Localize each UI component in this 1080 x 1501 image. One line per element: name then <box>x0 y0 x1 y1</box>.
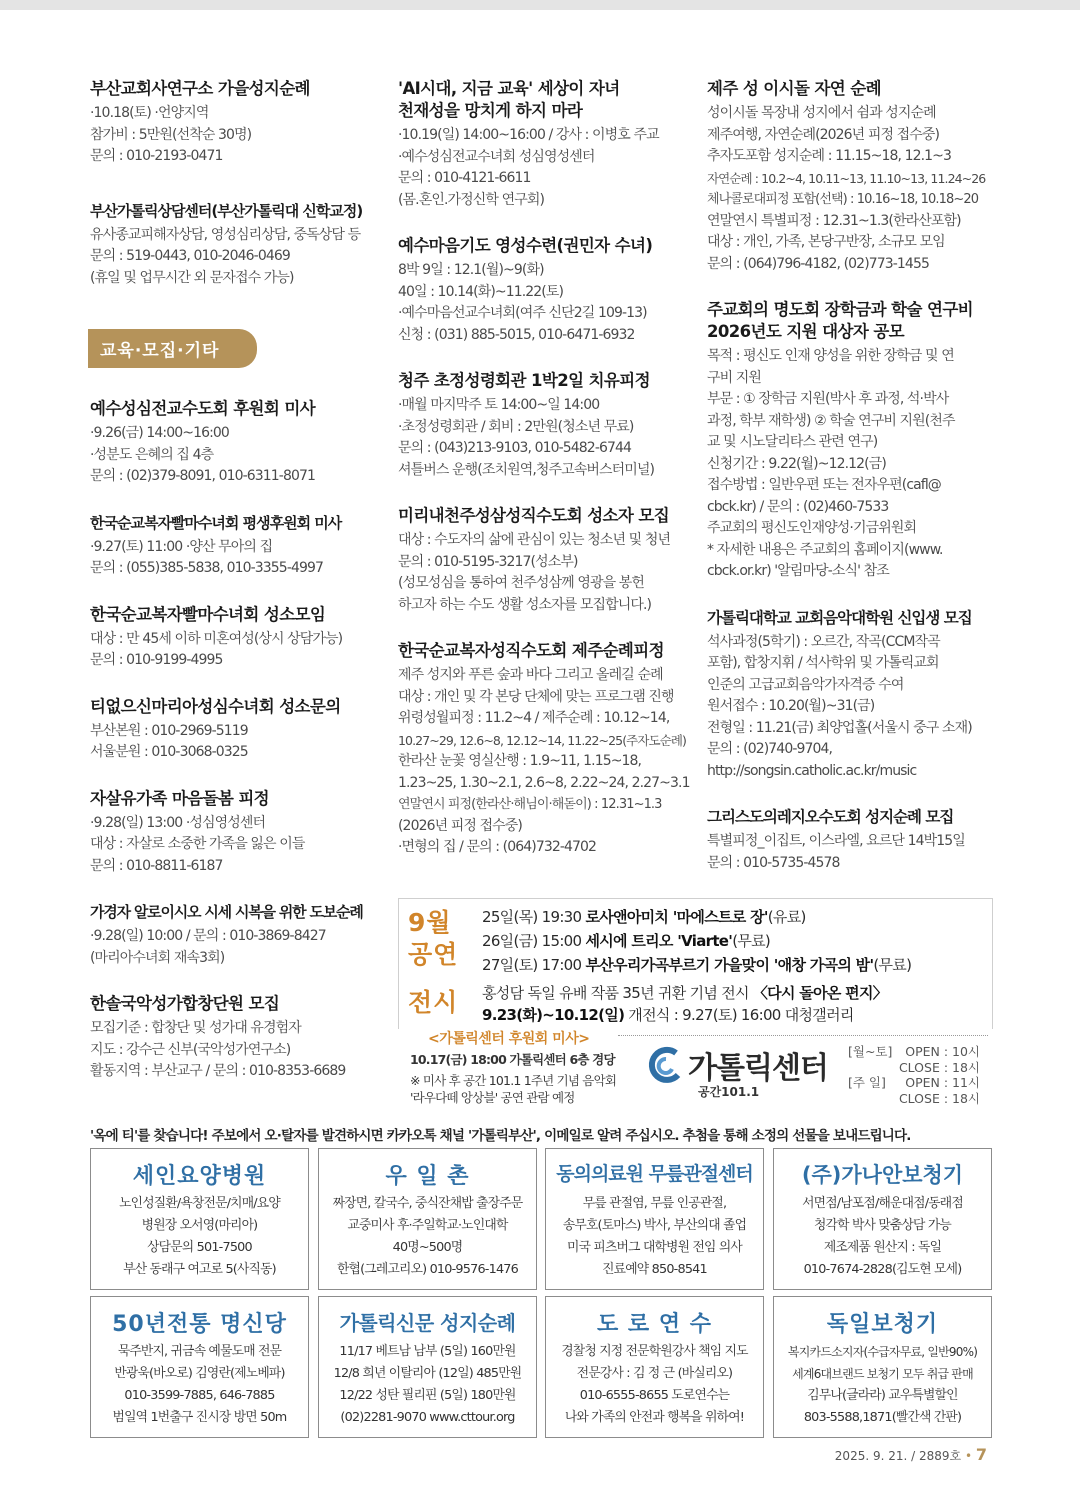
notice-line: 문의 : (043)213-9103, 010-5482-6744 <box>398 440 631 456</box>
notice-item <box>398 640 688 859</box>
notice-line: 구비 지원 <box>707 369 762 386</box>
page-footer <box>835 1445 987 1464</box>
notice-line: (휴일 및 업무시간 외 문자접수 가능) <box>90 269 294 286</box>
exhibition-period: 9.23(화)~10.12(일) <box>482 1006 625 1024</box>
notice-line: 모집기준 : 합창단 및 성가대 유경험자 <box>90 1020 301 1036</box>
notice-line: ·면형의 집 / 문의 : (064)732-4702 <box>398 839 597 855</box>
event-exh-label: 전시 <box>408 988 459 1017</box>
performance-item <box>482 954 911 976</box>
notice-item <box>90 901 380 969</box>
notice-line: * 자세한 내용은 주교회의 홈페이지(www. <box>707 541 943 558</box>
event-box <box>398 898 993 1108</box>
notice-line: 연말연시 피정(한라산·해님이·해돋이) : 12.31~1.3 <box>398 797 662 812</box>
mass-line: ※ 미사 후 공간 101.1 1주년 기념 음악회 <box>410 1073 617 1088</box>
notice-line: 문의 : (055)385-5838, 010-3355-4997 <box>90 560 323 576</box>
performance-fee: (무료) <box>873 956 912 974</box>
notice-line: 문의 : 010-8811-6187 <box>90 857 223 874</box>
hours-close: CLOSE : 18시 <box>898 1059 980 1075</box>
hours-open: OPEN : 11시 <box>905 1075 980 1090</box>
hours-close: CLOSE : 18시 <box>898 1090 980 1106</box>
notice-line: 서울분원 : 010-3068-0325 <box>90 744 248 760</box>
ad-line: 40명~500명 <box>392 1240 463 1255</box>
notice-line: 40일 : 10.14(화)~11.22(토) <box>398 283 564 300</box>
performance-title: 부산우리가곡부르기 가을맞이 '애창 가곡의 밤' <box>585 956 874 974</box>
notice-title: 한국순교복자빨마수녀회 평생후원회 미사 <box>90 513 342 532</box>
notice-line: 과정, 학부 재학생) ② 학술 연구비 지원(천주 <box>707 412 955 429</box>
notice-line: ·예수성심전교수녀회 성심영성센터 <box>398 148 595 165</box>
notice-line: 문의 : 010-5195-3217(성소부) <box>398 553 578 570</box>
notice-item <box>398 235 688 346</box>
notice-line: cbck.kr) / 문의 : (02)460-7533 <box>707 498 889 515</box>
notice-line: 추자도포함 성지순례 : 11.15~18, 12.1~3 <box>707 148 952 164</box>
notice-line: 지도 : 강수근 신부(국악성가연구소) <box>90 1041 291 1058</box>
notice-line: ·9.26(금) 14:00~16:00 <box>90 425 229 441</box>
notice-line: 한라산 눈꽃 영실산행 : 1.9~11, 1.15~18, <box>398 753 642 769</box>
notice-item <box>90 512 380 580</box>
notice-title: 미리내천주성삼성직수도회 성소자 모집 <box>398 506 670 525</box>
ad-line: 부산 동래구 여고로 5(사직동) <box>123 1262 276 1277</box>
notice-line: 문의 : 010-2193-0471 <box>90 148 223 164</box>
notice-line: 교 및 시노달리타스 관련 연구) <box>707 434 878 450</box>
ad-line: 803-5588,1871(빨간색 간판) <box>803 1410 962 1425</box>
exhibition-desc: 홍성담 독일 유배 작품 35년 귀환 기념 전시 <box>482 984 753 1002</box>
notice-line: 대상 : 수도자의 삶에 관심이 있는 청소년 및 청년 <box>398 532 671 548</box>
ad-line: 반광욱(바오로) 김영란(제노베파) <box>114 1366 285 1381</box>
ad-line: 묵주반지, 귀금속 예물도매 전문 <box>117 1344 282 1359</box>
ad-line: 상담문의 501-7500 <box>147 1240 252 1255</box>
ad-line: 송무호(토마스) 박사, 부산의대 졸업 <box>562 1218 747 1233</box>
hours-day: [월~토] <box>848 1044 893 1059</box>
notice-line: 인준의 고급교회음악가자격증 수여 <box>707 676 904 693</box>
notice-line: 셔틀버스 운행(조치원역,청주고속버스터미널) <box>398 461 655 478</box>
event-month-label: 9월 <box>408 908 452 937</box>
notice-line: 체나콜로대피정 포함(선택) : 10.16~18, 10.18~20 <box>707 192 979 207</box>
notice-title: 예수마음기도 영성수련(권민자 수녀) <box>398 236 653 255</box>
ad-title: 우 일 촌 <box>385 1164 470 1189</box>
column-1 <box>90 78 380 1107</box>
ad-line: 세계6대브랜드 보청기 모두 취급 판매 <box>792 1367 973 1381</box>
mass-line: '라우다떼 앙상블' 공연 관람 예정 <box>410 1090 575 1105</box>
mass-line: 10.17(금) 18:00 가톨릭센터 6층 경당 <box>410 1052 615 1067</box>
issue-date: 2025. 9. 21. / 2889호 <box>834 1449 962 1463</box>
performance-fee: (무료) <box>732 932 771 950</box>
notice-line: cbck.or.kr) '알림마당-소식' 참조 <box>707 563 889 579</box>
notice-line: ·예수마음선교수녀회(여주 신단2길 109-13) <box>398 305 647 321</box>
logo-text: 가톨릭센터 <box>688 1051 828 1086</box>
notice-item <box>707 299 997 583</box>
notice-line: 대상 : 개인 및 각 본당 단체에 맞는 프로그램 진행 <box>398 688 674 705</box>
notice-item <box>90 993 380 1083</box>
notice-line: 제주 성지와 푸른 숲과 바다 그리고 올레길 순례 <box>398 667 663 683</box>
notice-title: 가경자 알로이시오 시세 시복을 위한 도보순례 <box>90 903 363 921</box>
ad-line: 병원장 오서영(마리아) <box>141 1218 258 1233</box>
notice-line: 참가비 : 5만원(선착순 30명) <box>90 126 252 143</box>
notice-line: 10.27~29, 12.6~8, 12.12~14, 11.22~25(주자도순례) <box>398 732 687 748</box>
notice-line: ·10.18(토) ·언양지역 <box>90 105 209 121</box>
notice-item <box>90 696 380 764</box>
ad-line: 범일역 1번출구 진시장 방면 50m <box>112 1410 287 1425</box>
exhibition-line <box>482 1004 854 1026</box>
ad-title: 도 로 연 수 <box>597 1312 712 1337</box>
performance-title: 세시에 트리오 'Viarte' <box>585 932 733 950</box>
notice-line: 주교회의 평신도인재양성·기금위원회 <box>707 520 917 536</box>
divider <box>618 1035 988 1036</box>
logo-sub: 공간101.1 <box>698 1085 760 1099</box>
ad-line: 11/17 베트남 남부 (5일) 160만원 <box>339 1344 516 1359</box>
notice-line: 문의 : (064)796-4182, (02)773-1455 <box>707 255 929 272</box>
notice-line: ·초정성령회관 / 회비 : 2만원(청소년 무료) <box>398 418 634 435</box>
performance-date: 26일(금) 15:00 <box>482 932 582 950</box>
notice-title: 예수성심전교수도회 후원회 미사 <box>90 399 316 418</box>
ad-line: 미국 피츠버그 대학병원 전임 의사 <box>567 1240 742 1255</box>
logo-mark-icon <box>646 1045 686 1085</box>
notice-line: 유사종교피해자상담, 영성심리상담, 중독상담 등 <box>90 226 361 243</box>
notice-title: 주교회의 명도회 장학금과 학술 연구비 2026년도 지원 대상자 공모 <box>707 300 974 341</box>
exhibition-line <box>482 982 887 1004</box>
notice-line: 전형일 : 11.21(금) 최양업홀(서울시 중구 소재) <box>707 719 972 736</box>
notice-item <box>398 505 688 616</box>
notice-item <box>90 604 380 672</box>
notice-line: 1.23~25, 1.30~2.1, 2.6~8, 2.22~24, 2.27~3.1 <box>398 774 690 791</box>
ad-line: 노인성질환/욕창전문/치매/요양 <box>119 1196 280 1211</box>
notice-line: http://songsin.catholic.ac.kr/music <box>707 762 917 779</box>
notice-line: 목적 : 평신도 인재 양성을 위한 장학금 및 연 <box>707 348 954 364</box>
notice-item <box>90 78 380 168</box>
ad-title: (주)가나안보청기 <box>801 1163 964 1187</box>
ad-line: 진료예약 850-8541 <box>602 1262 707 1277</box>
page-number: 7 <box>975 1445 987 1464</box>
notice-line: ·성분도 은혜의 집 4층 <box>90 446 214 463</box>
exhibition-title: 〈다시 돌아온 편지〉 <box>752 984 888 1002</box>
notice-line: (몸.혼인.가정신학 연구회) <box>398 191 545 208</box>
notice-line: 대상 : 만 45세 이하 미혼여성(상시 상담가능) <box>90 630 343 647</box>
notice-title: 한국순교복자성직수도회 제주순례피정 <box>398 641 664 660</box>
opening-hours <box>848 1044 980 1106</box>
ad-line: 무릎 관절염, 무릎 인공관절, <box>582 1196 727 1211</box>
performance-item <box>482 906 806 928</box>
typo-hunt-notice: '옥에 티'를 찾습니다! 주보에서 오·탈자를 발견하시면 카카오톡 채널 '가톨릭부산', 이메일로 알려 주십시오. 추첨을 통해 소정의 선물을 보내드립니다. <box>90 1128 911 1144</box>
ad-title: 독일보청기 <box>826 1312 939 1337</box>
column-2 <box>398 78 688 883</box>
notice-item <box>398 370 688 481</box>
notice-item <box>707 607 997 783</box>
ad-line: 한협(그레고리오) 010-9576-1476 <box>337 1262 518 1277</box>
top-bar <box>0 0 1080 10</box>
column-3 <box>707 78 997 898</box>
notice-item <box>707 806 997 874</box>
notice-line: 신청기간 : 9.22(월)~12.12(금) <box>707 455 886 472</box>
notice-line: (성모성심을 통하여 천주성삼께 영광을 봉헌 <box>398 575 644 591</box>
ad-line: 12/8 희년 이탈리아 (12일) 485만원 <box>333 1366 522 1381</box>
footer-dot: • <box>964 1449 973 1463</box>
notice-line: 문의 : 010-5735-4578 <box>707 854 840 871</box>
notice-item <box>398 78 688 211</box>
notice-line: 원서접수 : 10.20(월)~31(금) <box>707 698 875 714</box>
notice-line: (마리아수녀회 재속3회) <box>90 949 225 966</box>
notice-line: 접수방법 : 일반우편 또는 전자우편(cafl@ <box>707 477 941 493</box>
ad-line: 010-3599-7885, 646-7885 <box>124 1388 275 1403</box>
hours-row <box>848 1091 980 1107</box>
notice-line: 대상 : 자살로 소중한 가족을 잃은 이들 <box>90 836 305 852</box>
notice-line: 특별피정_이집트, 이스라엘, 요르단 14박15일 <box>707 833 965 849</box>
ad-box[interactable] <box>318 1148 537 1290</box>
notice-line: 성이시돌 목장내 성지에서 쉼과 성지순례 <box>707 105 936 121</box>
notice-line: ·9.27(토) 11:00 ·양산 무아의 집 <box>90 538 273 555</box>
catholic-center-logo <box>646 1043 846 1103</box>
notice-line: 부문 : ① 장학금 지원(박사 후 과정, 석·박사 <box>707 391 949 407</box>
notice-line: ·9.28(일) 10:00 / 문의 : 010-3869-8427 <box>90 928 326 944</box>
hours-row <box>848 1044 980 1060</box>
hours-row <box>848 1060 980 1076</box>
performance-date: 25일(목) 19:30 <box>482 908 582 926</box>
ad-title: 가톨릭신문 성지순례 <box>339 1311 516 1335</box>
notice-title: 'AI시대, 지금 교육' 세상이 자녀 천재성을 망치게 하지 마라 <box>398 79 620 120</box>
notice-title: 제주 성 이시돌 자연 순례 <box>707 79 881 98</box>
notice-item <box>90 200 380 290</box>
performance-item <box>482 930 770 952</box>
ad-line: 12/22 성탄 필리핀 (5일) 180만원 <box>339 1388 516 1403</box>
ad-line: 청각학 박사 맞춤상담 가능 <box>814 1218 951 1233</box>
ad-box[interactable] <box>773 1296 992 1438</box>
ad-box[interactable] <box>318 1296 537 1438</box>
notice-line: ·매월 마지막주 토 14:00~일 14:00 <box>398 397 600 413</box>
notice-line: 포함), 합창지휘 / 석사학위 및 가톨릭교회 <box>707 655 939 671</box>
ad-title: 세인요양병원 <box>132 1164 267 1189</box>
notice-title: 부산교회사연구소 가을성지순례 <box>90 79 310 98</box>
notice-item <box>90 398 380 488</box>
notice-line: (2026년 피정 접수중) <box>398 817 522 834</box>
notice-line: 문의 : (02)379-8091, 010-6311-8071 <box>90 468 315 484</box>
ad-box[interactable] <box>545 1296 764 1438</box>
notice-title: 그리스도의레지오수도회 성지순례 모집 <box>707 808 954 826</box>
ad-box[interactable] <box>90 1148 309 1290</box>
ad-title: 동의의료원 무릎관절센터 <box>556 1163 753 1185</box>
notice-line: 문의 : 010-4121-6611 <box>398 170 531 186</box>
hours-day: [주 일] <box>848 1075 886 1090</box>
notice-title: 청주 초정성령회관 1박2일 치유피정 <box>398 371 650 390</box>
ad-line: 010-7674-2828(김도현 모세) <box>803 1262 962 1277</box>
ad-line: 서면점/남포점/해운대점/동래점 <box>802 1196 963 1211</box>
exhibition-opening: 개전식 : 9.27(토) 16:00 대청갤러리 <box>624 1006 854 1024</box>
ad-line: 제조제품 원산지 : 독일 <box>823 1240 942 1255</box>
notice-title: 한솔국악성가합창단원 모집 <box>90 994 280 1013</box>
performance-fee: (유료) <box>767 908 806 926</box>
notice-line: ·10.19(일) 14:00~16:00 / 강사 : 이병호 주교 <box>398 127 659 143</box>
section-tab: 교육·모집·기타 <box>88 329 257 368</box>
notice-line: 연말연시 특별피정 : 12.31~1.3(한라산포함) <box>707 212 961 229</box>
ad-line: 교중미사 후·주일학교·노인대학 <box>347 1218 508 1233</box>
notice-title: 부산가톨릭상담센터(부산가톨릭대 신학교정) <box>90 201 363 220</box>
notice-line: ·9.28(일) 13:00 ·성심영성센터 <box>90 814 266 831</box>
notice-title: 티없으신마리아성심수녀회 성소문의 <box>90 696 341 716</box>
notice-line: 하고자 하는 수도 생활 성소자를 모집합니다.) <box>398 596 652 613</box>
event-perf-label: 공연 <box>408 940 459 969</box>
ad-line: 복지카드소지자(수급자무료, 일반90%) <box>787 1345 978 1359</box>
notice-line: 문의 : 519-0443, 010-2046-0469 <box>90 248 290 264</box>
notice-item <box>707 78 997 275</box>
notice-title: 가톨릭대학교 교회음악대학원 신입생 모집 <box>707 608 972 627</box>
notice-title: 자살유가족 마음돌봄 피정 <box>90 788 270 808</box>
ad-line: (02)2281-9070 www.cttour.org <box>340 1410 515 1425</box>
notice-line: 신청 : (031) 885-5015, 010-6471-6932 <box>398 326 635 343</box>
ad-box[interactable] <box>90 1296 309 1438</box>
ad-box[interactable] <box>773 1148 992 1290</box>
notice-item <box>90 788 380 878</box>
notice-line: 석사과정(5학기) : 오르간, 작곡(CCM작곡 <box>707 633 940 650</box>
performance-title: 로사앤아미치 '마에스트로 장' <box>585 908 768 926</box>
performance-date: 27일(토) 17:00 <box>482 956 582 974</box>
mass-title: <가톨릭센터 후원회 미사> <box>428 1031 590 1047</box>
ad-line: 전문강사 : 김 정 근 (바실리오) <box>576 1366 733 1381</box>
notice-line: 위령성월피정 : 11.2~4 / 제주순례 : 10.12~14, <box>398 710 670 726</box>
ad-title: 50년전통 명신당 <box>112 1312 287 1337</box>
ad-box[interactable] <box>545 1148 764 1290</box>
notice-line: 자연순례 : 10.2~4, 10.11~13, 11.10~13, 11.24~26 <box>707 170 986 186</box>
notice-line: 제주여행, 자연순례(2026년 피정 접수중) <box>707 126 940 143</box>
ad-line: 나와 가족의 안전과 행복을 위하여! <box>564 1410 745 1425</box>
hours-row <box>848 1075 980 1091</box>
notice-line: 활동지역 : 부산교구 / 문의 : 010-8353-6689 <box>90 1063 346 1079</box>
notice-line: 부산본원 : 010-2969-5119 <box>90 722 248 739</box>
hours-open: OPEN : 10시 <box>905 1044 980 1059</box>
notice-line: 대상 : 개인, 가족, 본당구반장, 소규모 모임 <box>707 234 945 250</box>
ad-line: 김무나(글라라) 교우특별할인 <box>807 1388 958 1403</box>
notice-title: 한국순교복자빨마수녀회 성소모임 <box>90 604 326 624</box>
ad-line: 010-6555-8655 도로연수는 <box>579 1388 730 1403</box>
ad-line: 짜장면, 칼국수, 중식잔채밥 출장주문 <box>332 1196 523 1211</box>
notice-line: 문의 : (02)740-9704, <box>707 741 833 757</box>
ad-line: 경찰청 지정 전문학원강사 책임 지도 <box>561 1344 748 1359</box>
notice-line: 문의 : 010-9199-4995 <box>90 652 223 668</box>
notice-line: 8박 9일 : 12.1(월)~9(화) <box>398 262 544 278</box>
